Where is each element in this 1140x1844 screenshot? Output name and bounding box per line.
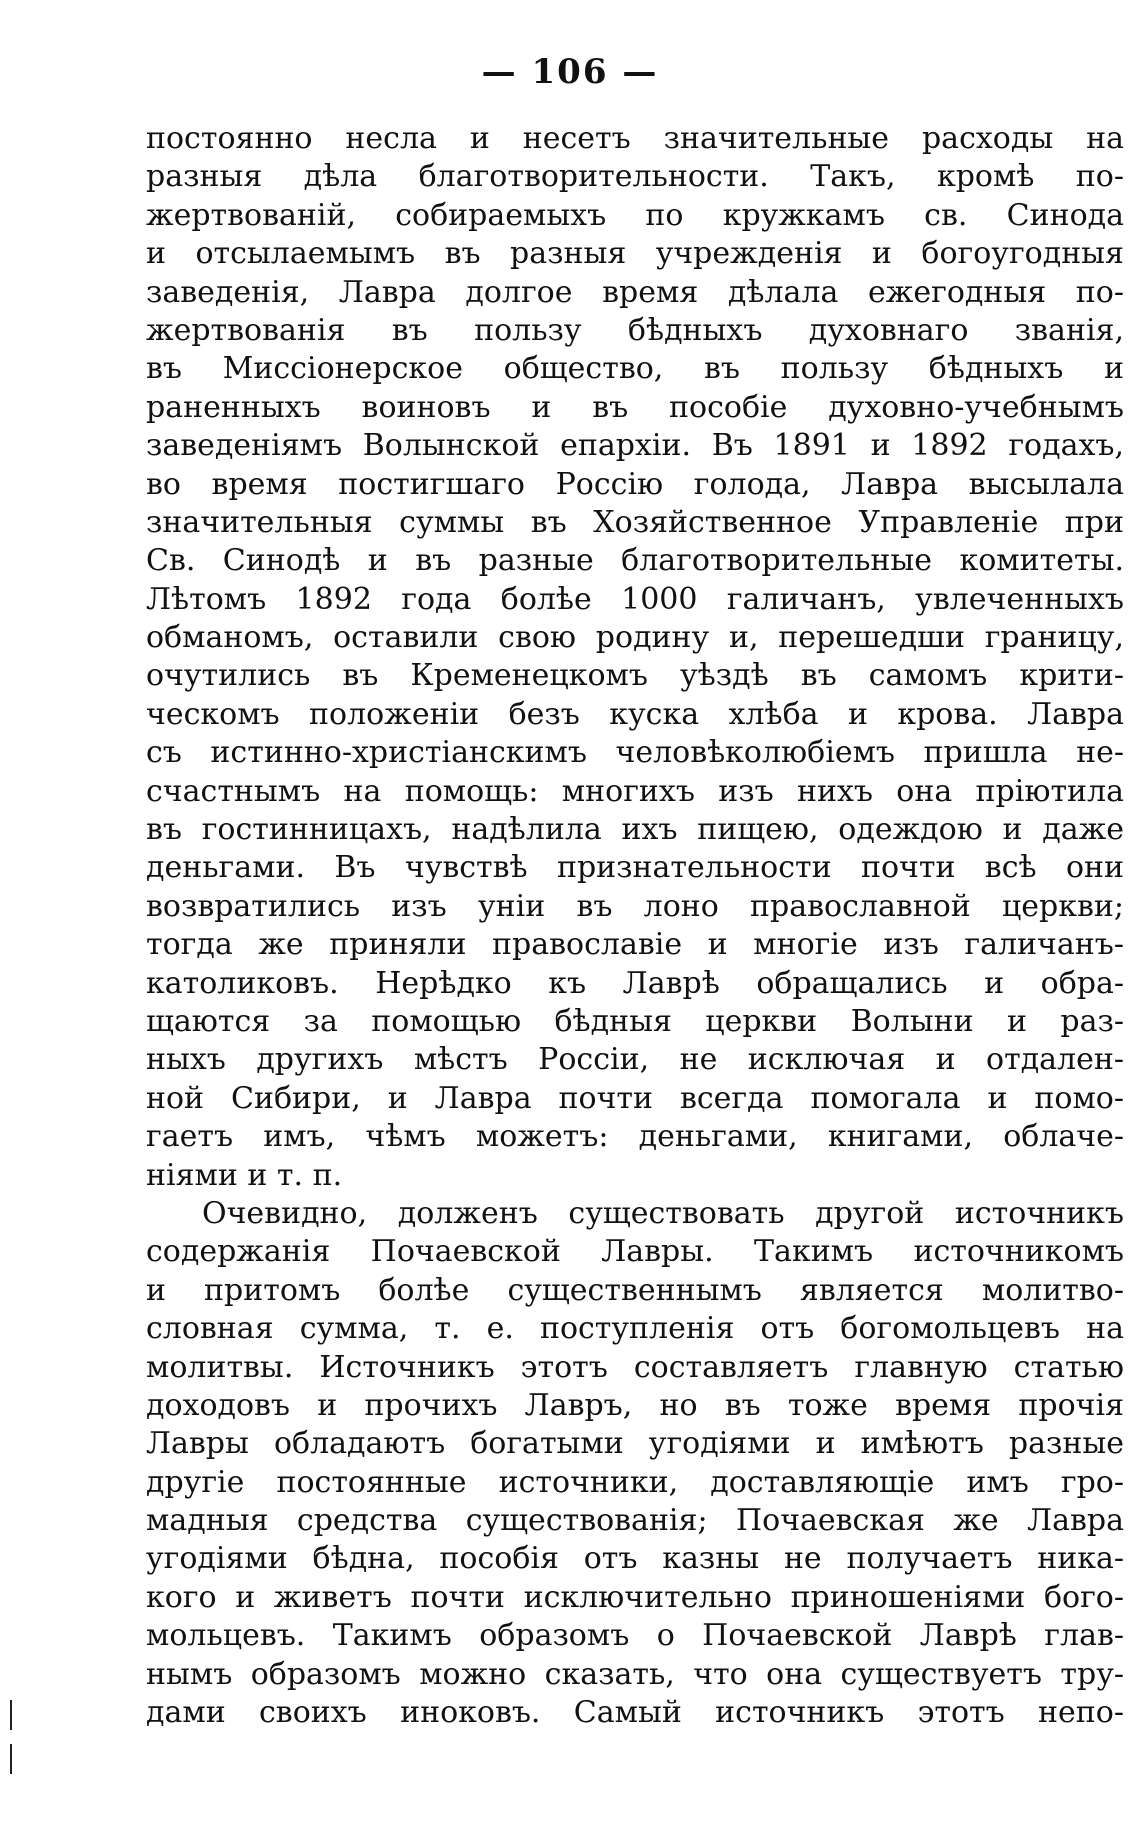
text-line: и отсылаемымъ въ разныя учрежденія и богоугодныя: [146, 236, 1124, 272]
text-line: и притомъ болѣе существеннымъ является молитво-: [146, 1272, 1124, 1308]
text-line: Лавры обладаютъ богатыми угодіями и имѣютъ разные: [146, 1426, 1124, 1462]
text-line: значительныя суммы въ Хозяйственное Управленіе при: [146, 504, 1124, 540]
text-line: жертвованія въ пользу бѣдныхъ духовнаго званія,: [146, 312, 1124, 348]
text-line: нымъ образомъ можно сказать, что она существуетъ тру-: [146, 1656, 1124, 1692]
text-line: въ Миссіонерское общество, въ пользу бѣдныхъ и: [146, 351, 1124, 387]
text-line: счастнымъ на помощь: многихъ изъ нихъ она пріютила: [146, 773, 1124, 809]
text-line: мольцевъ. Такимъ образомъ о Почаевской Лаврѣ глав-: [146, 1618, 1124, 1654]
paragraph-1: [146, 120, 1124, 1195]
text-line: обманомъ, оставили свою родину и, перешедши границу,: [146, 620, 1124, 656]
text-line: Св. Синодѣ и въ разные благотворительные комитеты.: [146, 543, 1124, 579]
text-line: тогда же приняли православіе и многіе изъ галичанъ-: [146, 927, 1124, 963]
text-line: молитвы. Источникъ этотъ составляетъ главную статью: [146, 1349, 1124, 1385]
text-line: словная сумма, т. е. поступленія отъ богомольцевъ на: [146, 1311, 1124, 1347]
text-line: жертвованій, собираемыхъ по кружкамъ св. Синода: [146, 197, 1124, 233]
text-line: заведенія, Лавра долгое время дѣлала ежегодныя по-: [146, 274, 1124, 310]
text-line: другіе постоянные источники, доставляющіе имъ гро-: [146, 1464, 1124, 1500]
text-line: разныя дѣла благотворительности. Такъ, кромѣ по-: [146, 159, 1124, 195]
text-line: мадныя средства существованія; Почаевская же Лавра: [146, 1503, 1124, 1539]
margin-scan-marks: [10, 1700, 16, 1790]
text-line: возвратились изъ уніи въ лоно православной церкви;: [146, 888, 1124, 924]
text-line: содержанія Почаевской Лавры. Такимъ источникомъ: [146, 1234, 1124, 1270]
text-line: съ истинно-христіанскимъ человѣколюбіемъ пришла не-: [146, 735, 1124, 771]
text-line: заведеніямъ Волынской епархіи. Въ 1891 и 1892 годахъ,: [146, 428, 1124, 464]
text-line: гаетъ имъ, чѣмъ можетъ: деньгами, книгами, облаче-: [146, 1119, 1124, 1155]
paragraph-2: [146, 1195, 1124, 1732]
text-line: угодіями бѣдна, пособія отъ казны не получаетъ ника-: [146, 1541, 1124, 1577]
scan-mark: [10, 1700, 12, 1730]
scan-mark: [10, 1744, 12, 1774]
text-line: раненныхъ воиновъ и въ пособіе духовно-учебнымъ: [146, 389, 1124, 425]
page-number: — 106 —: [481, 52, 659, 92]
text-line: щаются за помощью бѣдныя церкви Волыни и раз-: [146, 1003, 1124, 1039]
text-line: ческомъ положеніи безъ куска хлѣба и крова. Лавра: [146, 696, 1124, 732]
text-line: въ гостинницахъ, надѣлила ихъ пищею, одеждою и даже: [146, 812, 1124, 848]
text-line: доходовъ и прочихъ Лавръ, но въ тоже время прочія: [146, 1387, 1124, 1423]
text-line: кого и живетъ почти исключительно приношеніями бого-: [146, 1579, 1124, 1615]
text-line: Очевидно, долженъ существовать другой источникъ: [202, 1195, 1124, 1231]
body-text: [146, 120, 1124, 1732]
text-line: ныхъ другихъ мѣстъ Россіи, не исключая и отдален-: [146, 1042, 1124, 1078]
text-line: ніями и т. п.: [146, 1157, 343, 1193]
text-line: Лѣтомъ 1892 года болѣе 1000 галичанъ, увлеченныхъ: [146, 581, 1124, 617]
text-line: дами своихъ иноковъ. Самый источникъ этотъ непо-: [146, 1695, 1124, 1731]
text-line: очутились въ Кременецкомъ уѣздѣ въ самомъ крити-: [146, 658, 1124, 694]
text-line: постоянно несла и несетъ значительные расходы на: [146, 121, 1124, 156]
text-line: католиковъ. Нерѣдко къ Лаврѣ обращались и обра-: [146, 965, 1124, 1001]
text-line: во время постигшаго Россію голода, Лавра высылала: [146, 466, 1124, 502]
text-line: деньгами. Въ чувствѣ признательности почти всѣ они: [146, 850, 1124, 886]
text-line: ной Сибири, и Лавра почти всегда помогала и помо-: [146, 1080, 1124, 1116]
